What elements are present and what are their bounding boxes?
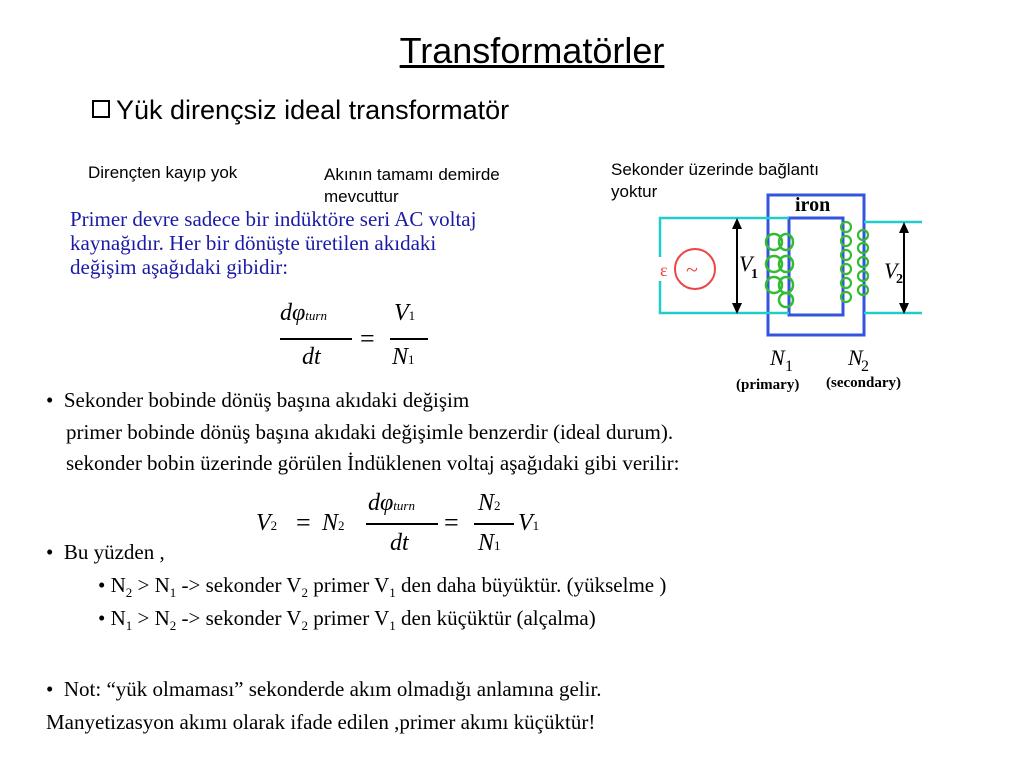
label-flux-line2: mevcuttur: [324, 187, 399, 206]
iron-label: iron: [795, 194, 831, 216]
label-flux-line1: Akının tamamı demirde: [324, 165, 500, 184]
bullet-symbol: •: [46, 677, 54, 701]
s2-mid2-sub: 1: [389, 618, 396, 634]
section-heading: [92, 95, 509, 126]
s2-op: >: [132, 606, 155, 630]
transformer-diagram: [640, 185, 960, 405]
s2-b: N: [154, 606, 170, 630]
s2-b-sub: 2: [169, 618, 177, 634]
bullet-2-text: Bu yüzden ,: [63, 540, 165, 564]
equation-flux-per-turn: [280, 300, 440, 390]
sub-bullet-step-up: [98, 573, 666, 601]
v1-arrowhead-top: [732, 218, 742, 229]
s1-a-sub: 2: [125, 585, 133, 601]
eq1-rhs-num-sub: 1: [408, 308, 416, 323]
s1-mid-sub: 2: [301, 585, 308, 601]
v1-sub: 1: [751, 267, 758, 282]
emf-symbol: ε: [660, 260, 668, 280]
intro-paragraph: [70, 207, 476, 279]
v2-arrowhead-top: [899, 222, 909, 233]
eq2-den: dt: [390, 530, 409, 556]
label-secondary-line2: yoktur: [611, 182, 658, 201]
n1-label: N: [770, 345, 785, 370]
bullet-1-text: Sekonder bobinde dönüş başına akıdaki değişim: [63, 388, 470, 412]
eq1-fraction-bar: [280, 338, 352, 340]
eq2-rhs-num: N: [478, 490, 495, 516]
v1-label: V: [739, 251, 753, 276]
eq2-rhs-num-sub: 2: [494, 498, 501, 513]
eq2-n: N: [322, 510, 339, 536]
sub-bullet-step-down: [98, 606, 596, 634]
intro-line: değişim aşağıdaki gibidir:: [70, 255, 289, 279]
s2-a-sub: 1: [125, 618, 133, 634]
label-secondary-line1: Sekonder üzerinde bağlantı: [611, 160, 819, 179]
eq1-equals: =: [360, 324, 375, 353]
s1-a: N: [110, 573, 126, 597]
eq1-rhs-fraction-bar: [390, 338, 428, 340]
eq2-equals-1: =: [296, 508, 311, 537]
eq2-rhs-v: V: [518, 510, 533, 536]
s1-mid2-sub: 1: [389, 585, 396, 601]
s1-mid2: primer V: [307, 573, 390, 597]
eq2-num-sub: turn: [393, 498, 415, 513]
checkbox-bullet-icon: [92, 100, 110, 118]
s2-mid: -> sekonder V: [176, 606, 302, 630]
bullet-1-line-2: primer bobinde dönüş başına akıdaki değişimle benzerdir (ideal durum).: [66, 420, 674, 444]
v2-sub: 2: [896, 272, 903, 287]
eq2-fraction-bar: [366, 523, 438, 525]
eq2-rhs-den: N: [478, 530, 495, 556]
eq1-den: dt: [302, 344, 321, 370]
primary-label: (primary): [736, 377, 800, 393]
eq2-rhs-v-sub: 1: [532, 518, 540, 533]
eq2-equals-2: =: [444, 508, 459, 537]
bullet-symbol: •: [46, 540, 54, 564]
intro-line: Primer devre sadece bir indüktöre seri AC voltaj: [70, 207, 477, 231]
eq1-num: dφ: [280, 300, 306, 326]
eq1-num-sub: turn: [305, 308, 327, 323]
eq2-lhs: V: [256, 510, 271, 536]
eq1-rhs-den-sub: 1: [408, 352, 415, 367]
eq2-rhs-den-sub: 1: [494, 538, 501, 553]
s2-a: N: [110, 606, 126, 630]
eq1-rhs-den: N: [392, 344, 409, 370]
section-heading-text: Yük dirençsiz ideal transformatör: [116, 95, 510, 125]
eq2-lhs-sub: 2: [270, 518, 278, 533]
bullet-1: [46, 388, 469, 413]
intro-line: kaynağıdır. Her bir dönüşte üretilen akıdaki: [70, 231, 437, 255]
s2-mid-sub: 2: [301, 618, 308, 634]
s1-b-sub: 1: [169, 585, 177, 601]
bullet-3-text: Not: “yük olmaması” sekonderde akım olmadığı anlamına gelir.: [63, 677, 602, 701]
bullet-symbol: •: [46, 388, 54, 412]
s2-end: den küçüktür (alçalma): [395, 606, 596, 630]
eq1-rhs-num: V: [394, 300, 409, 326]
s1-end: den daha büyüktür. (yükselme ): [395, 573, 667, 597]
n1-sub: 1: [785, 358, 793, 375]
s2-mid2: primer V: [307, 606, 390, 630]
label-no-loss: Dirençten kayıp yok: [88, 163, 238, 182]
s1-op: >: [132, 573, 155, 597]
bullet-symbol: •: [98, 606, 106, 630]
final-note: Manyetizasyon akımı olarak ifade edilen ,primer akımı küçüktür!: [46, 710, 596, 734]
eq2-num: dφ: [368, 490, 394, 516]
page-title: Transformatörler: [399, 30, 665, 71]
bullet-1-line-3: sekonder bobin üzerinde görülen İndüklenen voltaj aşağıdaki gibi verilir:: [66, 451, 680, 475]
iron-core-inner: [789, 218, 843, 315]
bullet-2: [46, 540, 165, 565]
n2-label: N: [848, 345, 863, 370]
eq2-n-sub: 2: [338, 518, 345, 533]
eq2-rhs-fraction-bar: [474, 523, 514, 525]
s1-mid: -> sekonder V: [176, 573, 302, 597]
secondary-label: (secondary): [826, 375, 901, 391]
v2-label: V: [884, 258, 898, 283]
bullet-symbol: •: [98, 573, 106, 597]
n2-sub: 2: [861, 358, 869, 375]
ac-symbol: ~: [686, 257, 698, 282]
bullet-3: [46, 677, 602, 702]
s1-b: N: [154, 573, 170, 597]
equation-induced-voltage: [256, 490, 556, 570]
